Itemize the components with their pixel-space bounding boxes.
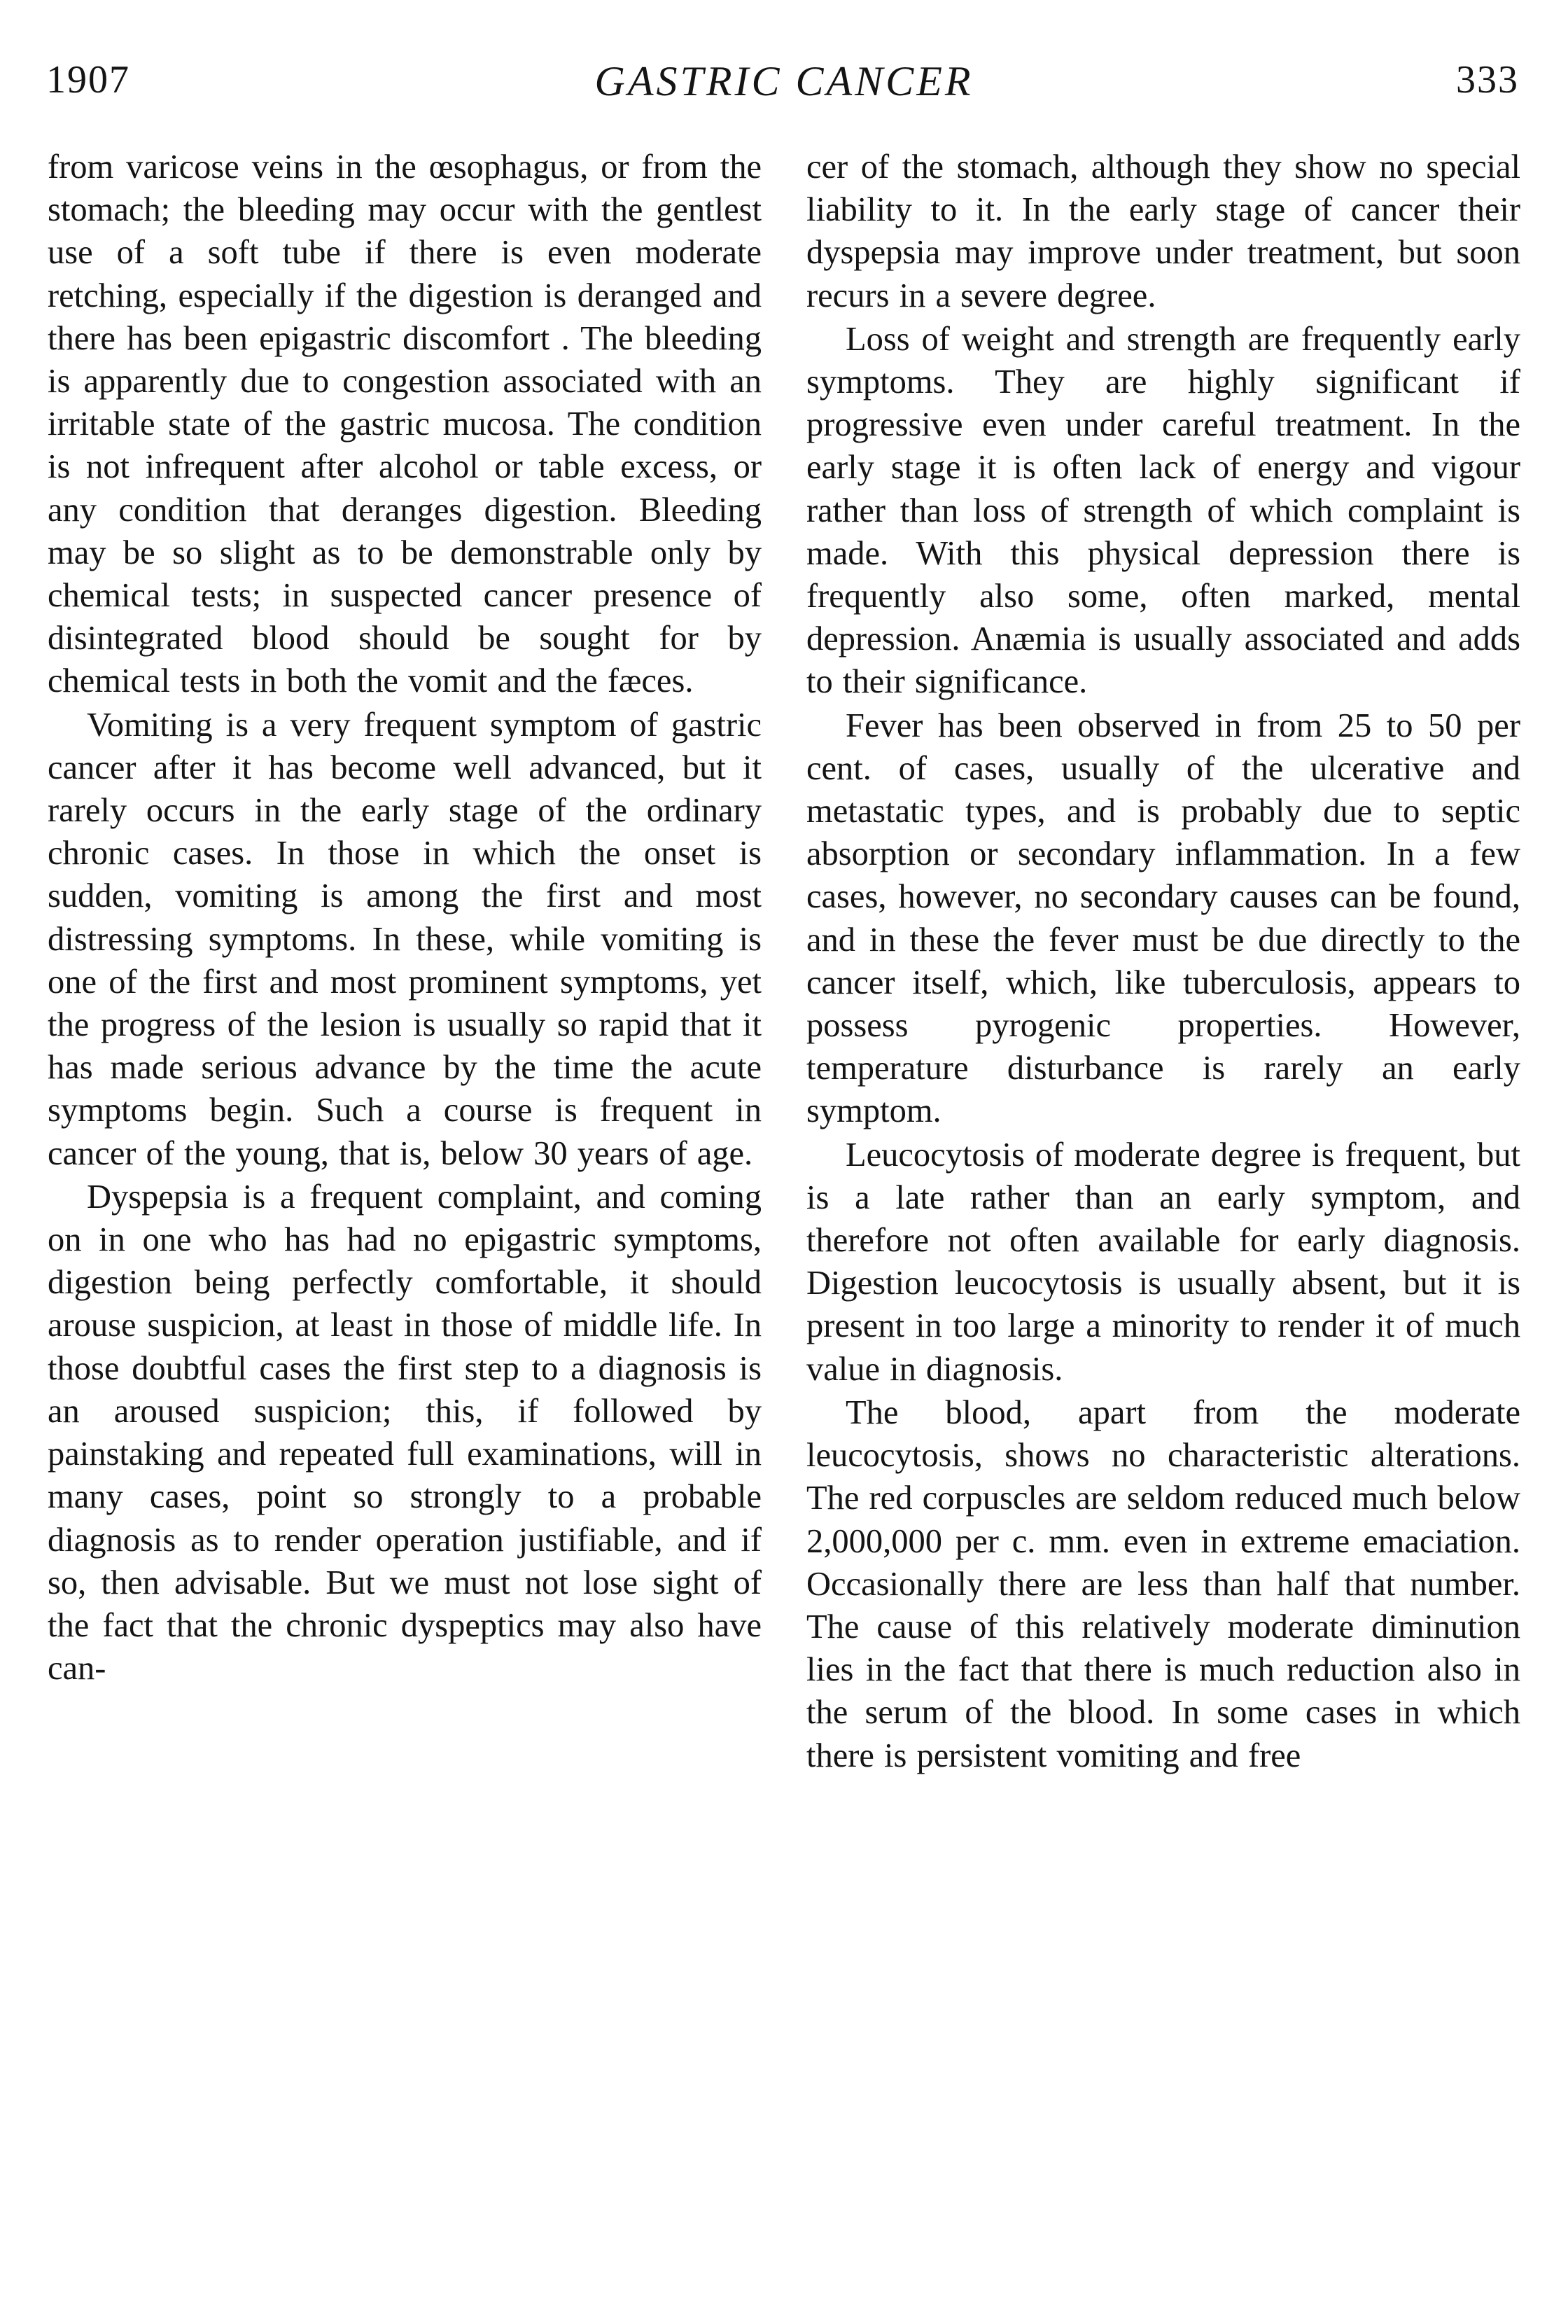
paragraph-vomiting: Vomiting is a very frequent symptom of gastric cancer after it has become well advanced, but it rarely occurs in the early stage of the ordinary chronic cases. In those in which the onset is sudden, vomiting is among the first and most distressing symptoms. In these, while vomiting is one of the first and most prominent symptoms, yet the progress of the lesion is usually so rapid that it has made serious advance by the time the acute symptoms begin. Such a course is frequent in cancer of the young, that is, below 30 years of age.: [48, 706, 762, 1172]
paragraph-bleeding-continued: from varicose veins in the œsophagus, or from the stomach; the bleeding may occur with the gentlest use of a soft tube if there is even moderate retching, especially if the digestion is deranged and there has been epigastric discomfort . The bleeding is apparently due to congestion associated with an irritable state of the gastric mucosa. The condition is not infrequent after alcohol or table excess, or any condition that deranges digestion. Bleeding may be so slight as to be demonstrable only by chemical tests; in suspected cancer presence of disintegrated blood should be sought for by chemical tests in both the vomit and the fæces.: [48, 148, 762, 700]
paragraph-dyspepsia-continued: cer of the stomach, although they show no special liability to it. In the early stage of cancer their dyspepsia may improve under treatment, but soon recurs in a severe degree.: [806, 148, 1520, 314]
paragraph-blood: The blood, apart from the moderate leucocytosis, shows no characteristic alterations. The red corpuscles are seldom reduced much below 2,000,000 per c. mm. even in extreme emaciation. Occasionally there are less than half that number. The cause of this relatively moderate diminution lies in the fact that there is much reduction also in the serum of the blood. In some cases in which there is persistent vomiting and free: [806, 1393, 1520, 1774]
paragraph-weight-loss: Loss of weight and strength are frequently early symptoms. They are highly significant if progressive even under careful treatment. In the early stage it is often lack of energy and vigour rather than loss of strength of which complaint is made. With this physical depression there is frequently also some, often marked, mental depression. Anæmia is usually associated and adds to their significance.: [806, 320, 1520, 701]
running-head: [42, 57, 1526, 120]
running-head-title: GASTRIC CANCER: [594, 58, 974, 104]
paragraph-leucocytosis: Leucocytosis of moderate degree is frequent, but is a late rather than an early symptom, and therefore not often available for early diagnosis. Digestion leucocytosis is usually absent, but it is present in too large a minority to render it of much value in diagnosis.: [806, 1136, 1520, 1388]
running-head-year: 1907: [46, 58, 130, 102]
left-column: [48, 146, 762, 2288]
right-column: [806, 146, 1520, 2288]
paragraph-fever: Fever has been observed in from 25 to 50 per cent. of cases, usually of the ulcerative and metastatic types, and is probably due to septic absorption or secondary inflammation. In a few cases, however, no secondary causes can be found, and in these the fever must be due directly to the cancer itself, which, like tuberculosis, appears to possess pyrogenic properties. However, temperature disturbance is rarely an early symptom.: [806, 707, 1520, 1130]
page-number: 333: [1456, 58, 1519, 102]
paragraph-dyspepsia: Dyspepsia is a frequent complaint, and coming on in one who has had no epigastric symptoms, digestion being perfectly comfortable, it should arouse suspicion, at least in those of middle life. In those doubtful cases the first step to a diagnosis is an aroused suspicion; this, if followed by painstaking and repeated full examinations, will in many cases, point so strongly to a probable diagnosis as to render operation justifiable, and if so, then advisable. But we must not lose sight of the fact that the chronic dyspeptics may also have can-: [48, 1178, 762, 1688]
